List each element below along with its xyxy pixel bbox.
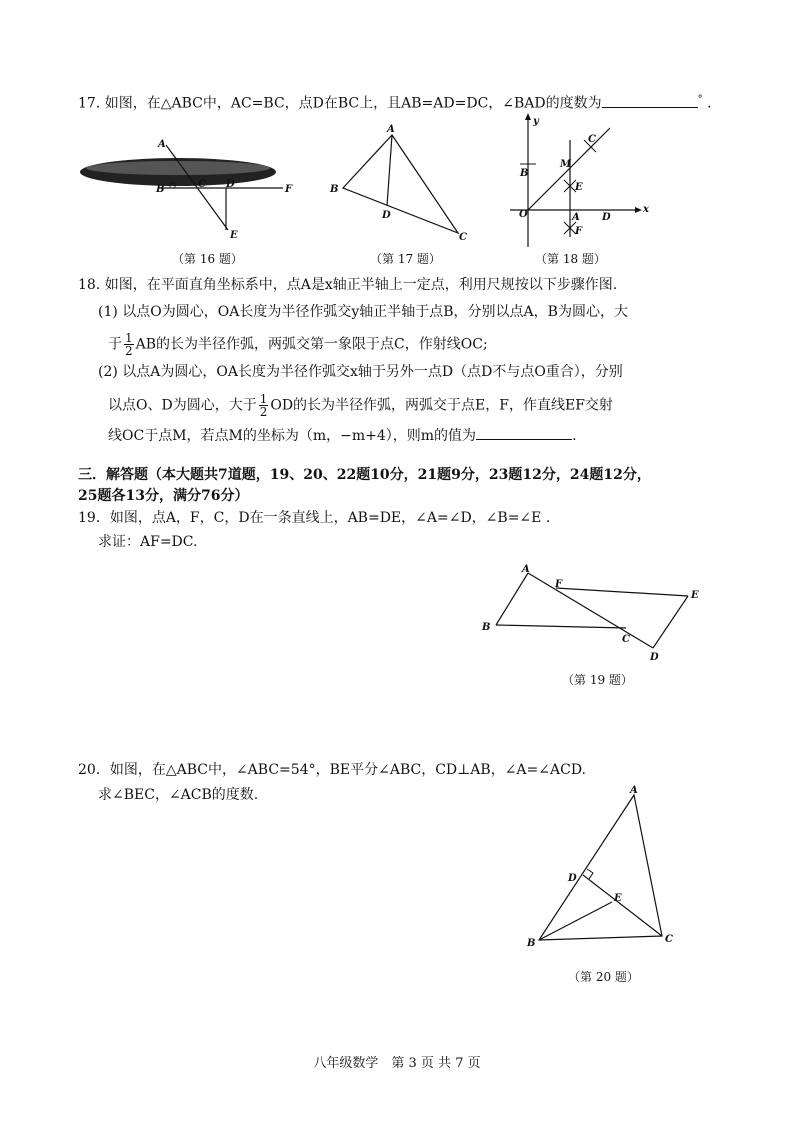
q20-line1: 20．如图，在△ABC中，∠ABC=54°，BE平分∠ABC，CD⊥AB，∠A=∠ACD. [78, 762, 587, 778]
q18-step2-line3: 线OC于点M，若点M的坐标为（m，−m+4），则m的值为 . [108, 425, 577, 446]
figure-16-label-f: F [285, 184, 293, 195]
figure-18-label-d: D [602, 212, 611, 223]
figure-18-label-m: M [560, 159, 572, 170]
figure-16-caption: （第 16 题） [172, 252, 243, 266]
figure-20-right-angle [587, 869, 593, 879]
q19-line2: 求证：AF=DC. [98, 534, 198, 550]
figure-16-label-b: B [156, 184, 165, 195]
figure-19-label-c: C [622, 634, 630, 645]
figure-19-label-a: A [522, 564, 530, 575]
figure-20-triangle-abc [539, 795, 662, 940]
figure-16-label-a: A [158, 139, 166, 150]
figure-20-label-d: D [568, 873, 577, 884]
figure-18-x-arrow [635, 207, 642, 213]
figure-17-label-a: A [387, 124, 395, 135]
q17-answer-blank [602, 93, 698, 108]
figure-19-label-f: F [555, 579, 563, 590]
figure-17-triangle-abc [343, 135, 458, 233]
q18-intro: 18. 如图，在平面直角坐标系中，点A是x轴正半轴上一定点，利用尺规按以下步骤作图. [78, 277, 618, 293]
figure-18 [500, 112, 650, 252]
figure-19-segment-ad [528, 573, 653, 648]
q18-step1-line2: 于 $\frac{1}{2}$ AB的长为半径作弧，两弧交第一象限于点C，作射线OC; [108, 331, 488, 358]
figure-18-caption: （第 18 题） [535, 252, 606, 266]
figure-19-label-d: D [650, 652, 659, 663]
figure-17-label-b: B [330, 184, 339, 195]
figure-18-label-b: B [520, 168, 529, 179]
figure-19-label-b: B [482, 622, 491, 633]
figure-20-label-c: C [665, 934, 673, 945]
q20-line2: 求∠BEC，∠ACB的度数. [98, 787, 259, 803]
figure-20-segment-be [539, 902, 612, 940]
figure-18-label-y: y [533, 116, 539, 127]
q18-step2-line1: (2) 以点A为圆心，OA长度为半径作弧交x轴于另外一点D（点D不与点O重合），分别 [98, 364, 623, 380]
q19-line1: 19．如图，点A，F，C，D在一条直线上，AB=DE，∠A=∠D，∠B=∠E . [78, 510, 551, 526]
figure-17-segment-ad [387, 135, 392, 206]
q18-step1-line1: (1) 以点O为圆心，OA长度为半径作弧交y轴正半轴于点B，分别以点A，B为圆心，大 [98, 304, 628, 320]
figure-20-label-a: A [630, 785, 638, 796]
figure-19-segment-ab [496, 573, 528, 625]
figure-19 [478, 560, 708, 665]
page-footer: 八年级数学 第 3 页 共 7 页 [313, 1056, 481, 1071]
section3-heading-line2: 25题各13分，满分76分） [78, 488, 249, 504]
figure-16-label-e: E [230, 230, 238, 241]
figure-17-label-c: C [459, 232, 467, 243]
figure-19-segment-fe [556, 588, 688, 596]
figure-16-label-d: D [226, 179, 235, 190]
figure-16 [78, 130, 298, 245]
figure-20-caption: （第 20 题） [568, 970, 639, 984]
figure-20-label-e: E [614, 893, 622, 904]
figure-20-segment-cd [583, 875, 662, 936]
figure-18-y-arrow [525, 113, 531, 120]
figure-16-ink-highlight [86, 161, 270, 175]
q18-step1-fraction: $\frac{1}{2}$ [125, 331, 133, 358]
figure-17-caption: （第 17 题） [370, 252, 441, 266]
figure-18-label-e: E [575, 182, 583, 193]
figure-19-segment-bc [496, 625, 626, 628]
q18-step2-line2: 以点O、D为圆心，大于 $\frac{1}{2}$ OD的长为半径作弧，两弧交于点E，F，作直线EF交射 [108, 392, 613, 419]
figure-17 [325, 120, 475, 245]
figure-17-label-d: D [382, 210, 391, 221]
section3-heading-line1: 三．解答题（本大题共7道题，19、20、22题10分，21题9分，23题12分，24题12分， [78, 467, 651, 483]
figure-18-label-a: A [572, 212, 580, 223]
figure-19-label-e: E [691, 590, 699, 601]
figure-18-label-f: F [575, 226, 583, 237]
figure-18-label-c: C [588, 134, 596, 145]
q18-answer-blank [476, 425, 572, 440]
q18-step2-fraction: $\frac{1}{2}$ [259, 392, 268, 419]
figure-19-segment-ed [653, 596, 688, 648]
figure-18-label-o: O [519, 209, 528, 220]
figure-19-caption: （第 19 题） [562, 673, 633, 687]
figure-20-label-b: B [527, 938, 536, 949]
figure-16-label-c: C [198, 179, 206, 190]
q17-text: 17. 如图，在△ABC中，AC=BC，点D在BC上，且AB=AD=DC，∠BAD的度数为 ° . [78, 94, 712, 112]
figure-18-label-x: x [643, 204, 649, 215]
figure-20 [520, 780, 690, 950]
